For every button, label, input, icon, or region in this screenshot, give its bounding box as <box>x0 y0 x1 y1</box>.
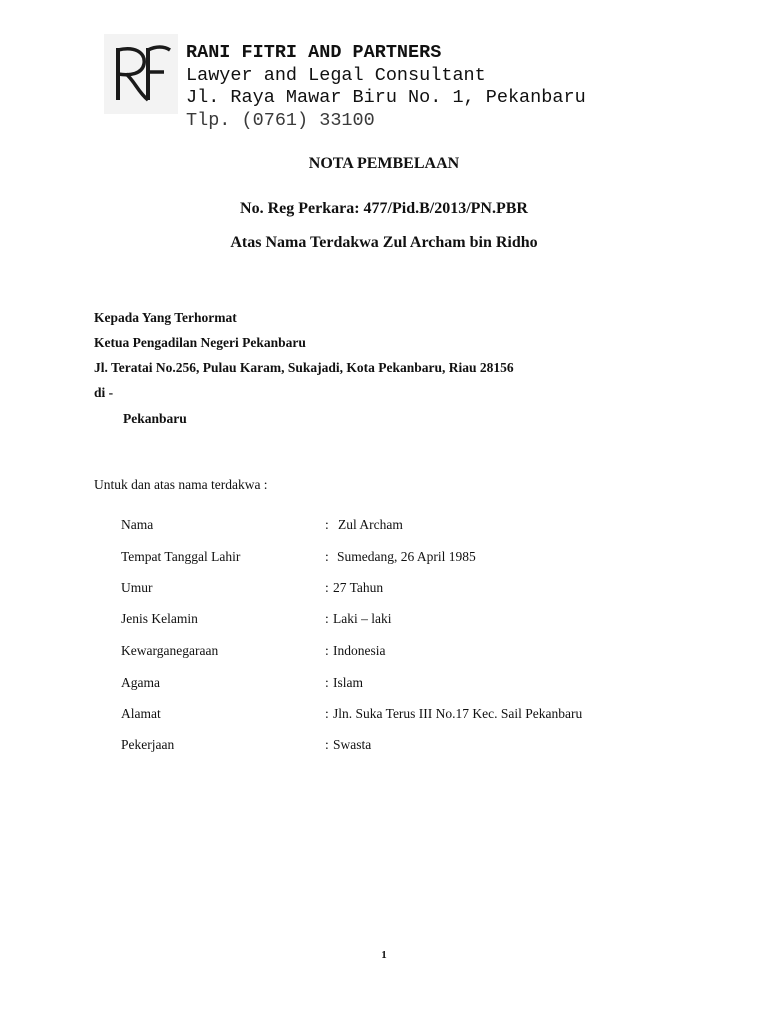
field-colon: : <box>325 706 329 721</box>
field-colon: : <box>325 675 329 690</box>
case-reg-number: No. Reg Perkara: 477/Pid.B/2013/PN.PBR <box>240 200 528 217</box>
recipient-city: Pekanbaru <box>123 411 187 426</box>
firm-subtitle: Lawyer and Legal Consultant <box>186 64 486 86</box>
firm-address: Jl. Raya Mawar Biru No. 1, Pekanbaru <box>186 87 586 108</box>
field-colon: : <box>325 517 329 532</box>
field-colon: : <box>325 580 329 595</box>
field-label: Umur <box>121 580 153 595</box>
field-value: Indonesia <box>333 643 386 658</box>
rf-monogram-icon <box>104 34 178 114</box>
field-value: Islam <box>333 675 363 690</box>
field-colon: : <box>325 549 329 564</box>
field-value: Zul Archam <box>338 517 403 532</box>
field-value: Jln. Suka Terus III No.17 Kec. Sail Pekanbaru <box>333 706 583 721</box>
field-label: Agama <box>121 675 160 690</box>
page-number: 1 <box>381 949 387 961</box>
field-value: Swasta <box>333 737 372 752</box>
firm-name: RANI FITRI AND PARTNERS <box>186 42 442 63</box>
recipient-di: di - <box>94 385 114 400</box>
field-value: Sumedang, 26 April 1985 <box>337 549 476 564</box>
field-label: Tempat Tanggal Lahir <box>121 549 241 564</box>
document-title: NOTA PEMBELAAN <box>308 155 460 172</box>
firm-logo <box>104 34 178 114</box>
field-colon: : <box>325 737 329 752</box>
field-colon: : <box>325 611 329 626</box>
recipient-title: Ketua Pengadilan Negeri Pekanbaru <box>94 335 306 350</box>
field-label: Kewarganegaraan <box>121 643 219 658</box>
field-label: Alamat <box>121 706 161 721</box>
firm-phone: Tlp. (0761) 33100 <box>186 109 375 131</box>
field-label: Nama <box>121 517 154 532</box>
field-value: Laki – laki <box>333 611 392 626</box>
field-value: 27 Tahun <box>333 580 384 595</box>
recipient-salutation: Kepada Yang Terhormat <box>94 310 237 325</box>
letterhead <box>186 42 586 132</box>
field-label: Pekerjaan <box>121 737 175 752</box>
intro-text: Untuk dan atas nama terdakwa : <box>94 477 268 492</box>
field-label: Jenis Kelamin <box>121 611 198 626</box>
defendant-line: Atas Nama Terdakwa Zul Archam bin Ridho <box>230 234 538 251</box>
recipient-address: Jl. Teratai No.256, Pulau Karam, Sukajadi, Kota Pekanbaru, Riau 28156 <box>94 360 514 375</box>
field-colon: : <box>325 643 329 658</box>
